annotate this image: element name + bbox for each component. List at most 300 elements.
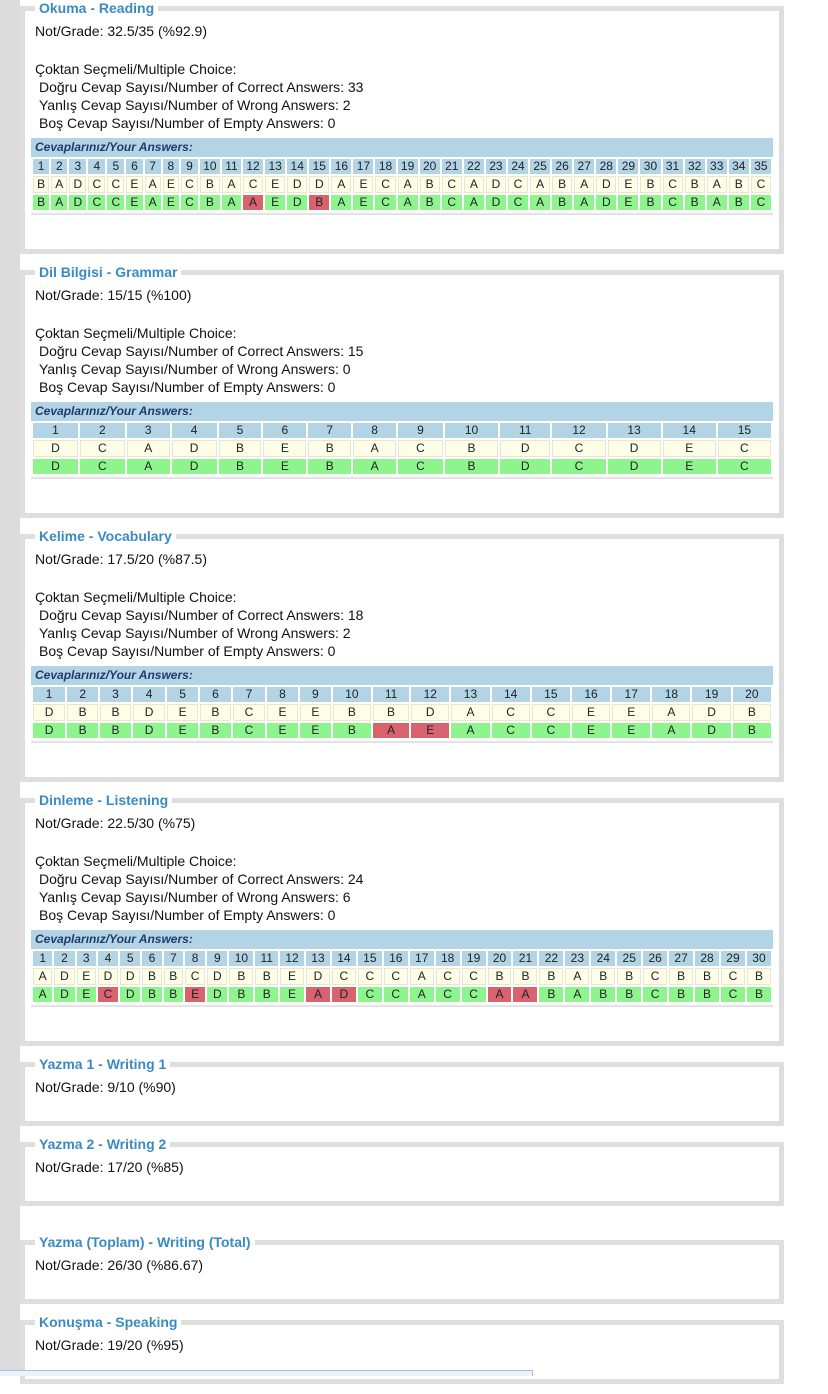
question-number-row	[33, 423, 771, 438]
answer-key-cell: B	[219, 440, 262, 457]
grade-text: Not/Grade: 32.5/35 (%92.9)	[35, 23, 207, 39]
correct-answer-cell: A	[33, 987, 52, 1002]
correct-answer-cell: C	[375, 195, 395, 210]
question-number: 11	[373, 687, 409, 702]
answer-key-cell: A	[222, 176, 241, 193]
answer-key-cell: B	[747, 968, 771, 985]
question-number: 18	[436, 951, 460, 966]
correct-answer-cell: D	[608, 459, 661, 474]
question-number: 29	[618, 159, 638, 174]
correct-answer-cell: E	[267, 723, 298, 738]
question-number: 11	[222, 159, 241, 174]
grade-text: Not/Grade: 17.5/20 (%87.5)	[35, 551, 207, 567]
answer-key-cell: B	[420, 176, 440, 193]
answer-key-cell: C	[107, 176, 124, 193]
section-title: Dinleme - Listening	[39, 792, 169, 808]
answer-key-cell: B	[255, 968, 278, 985]
correct-answer-cell: E	[300, 723, 331, 738]
question-number: 21	[442, 159, 462, 174]
answer-key-cell: B	[539, 968, 563, 985]
answer-key-cell: D	[172, 440, 217, 457]
correct-answer-cell: E	[263, 459, 306, 474]
answers-header: Cevaplarınız/Your Answers:	[31, 930, 773, 949]
correct-answer-cell: E	[163, 195, 179, 210]
question-number: 18	[652, 687, 690, 702]
answer-key-cell: B	[445, 440, 498, 457]
question-number: 16	[384, 951, 408, 966]
question-number: 4	[98, 951, 118, 966]
question-number: 21	[513, 951, 537, 966]
question-number: 23	[565, 951, 589, 966]
question-number: 30	[640, 159, 660, 174]
answer-key-cell: B	[617, 968, 641, 985]
grade-text: Not/Grade: 22.5/30 (%75)	[35, 815, 196, 831]
question-number: 1	[33, 687, 65, 702]
your-answer-row	[33, 195, 771, 210]
correct-answer-cell: D	[207, 987, 227, 1002]
answer-key-row	[33, 968, 771, 985]
section-reading	[20, 0, 784, 254]
wrong-answer-cell: A	[243, 195, 263, 210]
question-number: 35	[751, 159, 771, 174]
correct-answer-cell: A	[222, 195, 241, 210]
correct-answer-cell: B	[685, 195, 705, 210]
correct-answer-cell: A	[530, 195, 550, 210]
question-number: 22	[539, 951, 563, 966]
answer-key-cell: B	[100, 704, 131, 721]
bottom-panel-edge	[0, 1370, 533, 1376]
section-writing-1	[20, 1056, 784, 1126]
answer-key-cell: C	[436, 968, 460, 985]
question-number: 25	[530, 159, 550, 174]
answer-key-cell: B	[640, 176, 660, 193]
answer-key-cell: C	[185, 968, 205, 985]
question-number: 15	[532, 687, 570, 702]
correct-answer-cell: E	[353, 195, 373, 210]
question-number: 27	[574, 159, 594, 174]
correct-answer-cell: B	[445, 459, 498, 474]
answer-key-cell: D	[120, 968, 140, 985]
question-number: 16	[331, 159, 351, 174]
section-title: Kelime - Vocabulary	[39, 528, 172, 544]
correct-answer-cell: A	[353, 459, 396, 474]
answer-key-cell: A	[707, 176, 727, 193]
question-number: 6	[142, 951, 161, 966]
grade-text: Not/Grade: 26/30 (%86.67)	[35, 1257, 204, 1273]
correct-answer-cell: D	[54, 987, 74, 1002]
question-number: 31	[663, 159, 683, 174]
answer-key-cell: A	[565, 968, 589, 985]
multiple-choice-summary	[35, 852, 773, 924]
answer-key-cell: D	[500, 440, 550, 457]
answer-key-cell: A	[145, 176, 161, 193]
answer-key-cell: D	[692, 704, 730, 721]
correct-answer-cell: D	[287, 195, 307, 210]
question-number: 5	[120, 951, 140, 966]
answers-block	[31, 930, 773, 1007]
correct-answer-cell: B	[200, 195, 220, 210]
question-number: 32	[685, 159, 705, 174]
grid-divider	[31, 1005, 773, 1007]
question-number: 14	[332, 951, 356, 966]
answer-key-cell: B	[200, 176, 220, 193]
your-answer-row	[33, 987, 771, 1002]
correct-answer-cell: D	[692, 723, 730, 738]
correct-answer-cell: A	[398, 195, 418, 210]
answer-key-cell: D	[309, 176, 329, 193]
question-number: 34	[729, 159, 749, 174]
question-number: 5	[167, 687, 198, 702]
question-number: 1	[33, 159, 49, 174]
answer-key-cell: B	[488, 968, 512, 985]
correct-answer-cell: A	[565, 987, 589, 1002]
question-number: 12	[411, 687, 449, 702]
question-number: 8	[267, 687, 298, 702]
grid-divider	[31, 741, 773, 743]
correct-answer-cell: A	[652, 723, 690, 738]
answer-key-cell: D	[33, 440, 78, 457]
answer-key-cell: A	[127, 440, 170, 457]
grade-text: Not/Grade: 15/15 (%100)	[35, 287, 192, 303]
correct-answer-cell: E	[663, 459, 716, 474]
question-number: 17	[612, 687, 650, 702]
question-number: 12	[243, 159, 263, 174]
correct-answer-cell: D	[500, 459, 550, 474]
answer-key-cell: A	[574, 176, 594, 193]
answer-key-cell: D	[608, 440, 661, 457]
question-number: 6	[263, 423, 306, 438]
question-number: 15	[718, 423, 771, 438]
answer-key-cell: E	[126, 176, 142, 193]
question-number: 20	[733, 687, 771, 702]
question-number: 10	[445, 423, 498, 438]
correct-answer-cell: B	[733, 723, 771, 738]
correct-count: Doğru Cevap Sayısı/Number of Correct Answers: 24	[39, 871, 364, 887]
answer-key-cell: E	[267, 704, 298, 721]
answer-key-cell: B	[591, 968, 615, 985]
correct-answer-cell: B	[308, 459, 351, 474]
question-number: 25	[617, 951, 641, 966]
answer-key-cell: E	[572, 704, 610, 721]
question-number: 2	[51, 159, 67, 174]
correct-answer-cell: B	[219, 459, 262, 474]
question-number: 5	[107, 159, 124, 174]
mc-title: Çoktan Seçmeli/Multiple Choice:	[35, 853, 237, 869]
question-number: 8	[353, 423, 396, 438]
answer-key-cell: C	[442, 176, 462, 193]
answer-key-cell: D	[411, 704, 449, 721]
section-title: Yazma 2 - Writing 2	[39, 1136, 167, 1152]
empty-count: Boş Cevap Sayısı/Number of Empty Answers: 0	[39, 907, 336, 923]
correct-answer-cell: C	[532, 723, 570, 738]
answer-key-cell: E	[300, 704, 331, 721]
answers-grid	[31, 685, 773, 740]
answer-key-cell: C	[233, 704, 265, 721]
answer-key-cell: E	[163, 176, 179, 193]
correct-answer-cell: B	[164, 987, 183, 1002]
correct-answer-cell: B	[33, 195, 49, 210]
wrong-answer-cell: A	[488, 987, 512, 1002]
section-title: Konuşma - Speaking	[39, 1314, 178, 1330]
correct-answer-cell: E	[77, 987, 96, 1002]
question-number: 8	[163, 159, 179, 174]
correct-answer-cell: E	[618, 195, 638, 210]
correct-answer-cell: E	[126, 195, 142, 210]
answer-key-cell: C	[718, 440, 771, 457]
answer-key-cell: C	[492, 704, 530, 721]
answer-key-cell: C	[80, 440, 125, 457]
correct-count: Doğru Cevap Sayısı/Number of Correct Answers: 33	[39, 79, 364, 95]
correct-answer-cell: C	[107, 195, 124, 210]
question-number: 15	[358, 951, 382, 966]
wrong-answer-cell: D	[332, 987, 356, 1002]
correct-answer-cell: B	[255, 987, 278, 1002]
answers-header: Cevaplarınız/Your Answers:	[31, 666, 773, 685]
correct-answer-cell: E	[612, 723, 650, 738]
question-number: 20	[488, 951, 512, 966]
your-answer-row	[33, 459, 771, 474]
answer-key-cell: E	[263, 440, 306, 457]
wrong-count: Yanlış Cevap Sayısı/Number of Wrong Answers: 6	[39, 889, 351, 905]
question-number: 15	[309, 159, 329, 174]
section-title: Dil Bilgisi - Grammar	[39, 264, 178, 280]
answer-key-cell: C	[181, 176, 198, 193]
question-number: 24	[508, 159, 528, 174]
question-number: 12	[280, 951, 304, 966]
question-number: 6	[200, 687, 231, 702]
question-number: 7	[145, 159, 161, 174]
answer-key-cell: C	[332, 968, 356, 985]
correct-answer-cell: E	[280, 987, 304, 1002]
answer-key-cell: C	[508, 176, 528, 193]
question-number: 30	[747, 951, 771, 966]
answer-key-cell: B	[142, 968, 161, 985]
correct-answer-cell: A	[51, 195, 67, 210]
question-number: 29	[721, 951, 745, 966]
correct-answer-cell: D	[69, 195, 86, 210]
question-number: 10	[333, 687, 371, 702]
correct-answer-cell: D	[120, 987, 140, 1002]
correct-answer-cell: C	[436, 987, 460, 1002]
answer-key-cell: B	[669, 968, 693, 985]
question-number: 12	[552, 423, 605, 438]
answer-key-cell: C	[532, 704, 570, 721]
question-number: 7	[308, 423, 351, 438]
question-number: 9	[181, 159, 198, 174]
question-number: 5	[219, 423, 262, 438]
answer-key-cell: E	[353, 176, 373, 193]
question-number: 3	[69, 159, 86, 174]
correct-answer-cell: C	[508, 195, 528, 210]
multiple-choice-summary	[35, 324, 773, 396]
answers-block	[31, 666, 773, 743]
question-number: 17	[353, 159, 373, 174]
results-content	[20, 0, 784, 1394]
answer-key-cell: B	[164, 968, 183, 985]
wrong-answer-cell: E	[411, 723, 449, 738]
answer-key-cell: B	[729, 176, 749, 193]
answer-key-cell: E	[265, 176, 285, 193]
answers-grid	[31, 949, 773, 1004]
question-number: 2	[54, 951, 74, 966]
answer-key-row	[33, 176, 771, 193]
section-vocabulary	[20, 528, 784, 782]
question-number: 16	[572, 687, 610, 702]
answer-key-cell: B	[229, 968, 253, 985]
correct-answer-cell: B	[100, 723, 131, 738]
correct-answer-cell: C	[358, 987, 382, 1002]
correct-answer-cell: B	[539, 987, 563, 1002]
question-number: 18	[375, 159, 395, 174]
answer-key-cell: A	[652, 704, 690, 721]
correct-answer-cell: A	[707, 195, 727, 210]
question-number: 19	[692, 687, 730, 702]
answer-key-row	[33, 704, 771, 721]
correct-answer-cell: B	[669, 987, 693, 1002]
question-number: 3	[100, 687, 131, 702]
wrong-count: Yanlış Cevap Sayısı/Number of Wrong Answers: 2	[39, 625, 351, 641]
answer-key-cell: B	[373, 704, 409, 721]
multiple-choice-summary	[35, 60, 773, 132]
question-number: 3	[127, 423, 170, 438]
mc-title: Çoktan Seçmeli/Multiple Choice:	[35, 589, 237, 605]
answer-key-cell: D	[133, 704, 165, 721]
answer-key-cell: C	[384, 968, 408, 985]
answers-block	[31, 138, 773, 215]
correct-answer-cell: B	[640, 195, 660, 210]
question-number-row	[33, 687, 771, 702]
answer-key-cell: B	[33, 176, 49, 193]
question-number: 19	[462, 951, 486, 966]
correct-answer-cell: A	[145, 195, 161, 210]
question-number: 26	[643, 951, 667, 966]
wrong-answer-cell: C	[98, 987, 118, 1002]
grid-divider	[31, 213, 773, 215]
correct-answer-cell: C	[721, 987, 745, 1002]
question-number: 8	[185, 951, 205, 966]
answer-key-cell: B	[513, 968, 537, 985]
question-number: 7	[233, 687, 265, 702]
question-number: 24	[591, 951, 615, 966]
correct-answer-cell: C	[663, 195, 683, 210]
correct-answer-cell: B	[552, 195, 572, 210]
answer-key-cell: A	[51, 176, 67, 193]
answer-key-cell: E	[280, 968, 304, 985]
correct-answer-cell: B	[695, 987, 719, 1002]
section-title: Okuma - Reading	[39, 0, 155, 16]
question-number: 11	[255, 951, 278, 966]
answers-header: Cevaplarınız/Your Answers:	[31, 138, 773, 157]
correct-answer-cell: D	[133, 723, 165, 738]
question-number: 4	[88, 159, 105, 174]
correct-count: Doğru Cevap Sayısı/Number of Correct Answers: 18	[39, 607, 364, 623]
answers-block	[31, 402, 773, 479]
answer-key-cell: C	[751, 176, 771, 193]
question-number: 23	[486, 159, 506, 174]
section-writing-2	[20, 1136, 784, 1206]
correct-answer-cell: D	[596, 195, 616, 210]
answers-header: Cevaplarınız/Your Answers:	[31, 402, 773, 421]
question-number: 3	[77, 951, 96, 966]
answer-key-cell: C	[243, 176, 263, 193]
answer-key-cell: A	[464, 176, 484, 193]
question-number: 1	[33, 951, 52, 966]
correct-answer-cell: D	[33, 459, 78, 474]
correct-answer-cell: C	[442, 195, 462, 210]
correct-answer-cell: C	[492, 723, 530, 738]
correct-answer-cell: C	[80, 459, 125, 474]
correct-answer-cell: C	[181, 195, 198, 210]
question-number: 22	[464, 159, 484, 174]
correct-answer-cell: C	[398, 459, 443, 474]
left-sidebar-strip	[0, 0, 20, 1375]
question-number: 13	[451, 687, 489, 702]
question-number: 9	[207, 951, 227, 966]
section-listening	[20, 792, 784, 1046]
correct-answer-cell: B	[747, 987, 771, 1002]
question-number: 9	[300, 687, 331, 702]
correct-answer-cell: B	[591, 987, 615, 1002]
correct-answer-cell: C	[718, 459, 771, 474]
section-spacer	[20, 1216, 784, 1234]
mc-title: Çoktan Seçmeli/Multiple Choice:	[35, 325, 237, 341]
question-number: 1	[33, 423, 78, 438]
correct-answer-cell: A	[410, 987, 434, 1002]
answer-key-cell: A	[398, 176, 418, 193]
question-number-row	[33, 159, 771, 174]
question-number-row	[33, 951, 771, 966]
answer-key-cell: C	[462, 968, 486, 985]
correct-answer-cell: B	[229, 987, 253, 1002]
correct-answer-cell: C	[384, 987, 408, 1002]
wrong-answer-cell: B	[309, 195, 329, 210]
question-number: 4	[133, 687, 165, 702]
answer-key-cell: A	[331, 176, 351, 193]
question-number: 4	[172, 423, 217, 438]
question-number: 13	[608, 423, 661, 438]
question-number: 9	[398, 423, 443, 438]
question-number: 2	[80, 423, 125, 438]
correct-answer-cell: C	[751, 195, 771, 210]
question-number: 14	[287, 159, 307, 174]
answer-key-cell: A	[353, 440, 396, 457]
wrong-answer-cell: A	[513, 987, 537, 1002]
grade-text: Not/Grade: 19/20 (%95)	[35, 1337, 184, 1353]
grade-text: Not/Grade: 17/20 (%85)	[35, 1159, 184, 1175]
answer-key-cell: C	[721, 968, 745, 985]
answer-key-cell: D	[287, 176, 307, 193]
answer-key-cell: E	[77, 968, 96, 985]
question-number: 7	[164, 951, 183, 966]
wrong-answer-cell: E	[185, 987, 205, 1002]
answer-key-cell: D	[69, 176, 86, 193]
correct-answer-cell: C	[643, 987, 667, 1002]
empty-count: Boş Cevap Sayısı/Number of Empty Answers: 0	[39, 379, 336, 395]
answer-key-cell: D	[596, 176, 616, 193]
answer-key-cell: B	[200, 704, 231, 721]
correct-answer-cell: B	[67, 723, 98, 738]
correct-answer-cell: B	[420, 195, 440, 210]
correct-answer-cell: C	[552, 459, 605, 474]
answer-key-cell: E	[167, 704, 198, 721]
answer-key-cell: C	[375, 176, 395, 193]
answers-grid	[31, 421, 773, 476]
mc-title: Çoktan Seçmeli/Multiple Choice:	[35, 61, 237, 77]
question-number: 19	[398, 159, 418, 174]
wrong-count: Yanlış Cevap Sayısı/Number of Wrong Answers: 2	[39, 97, 351, 113]
correct-answer-cell: A	[127, 459, 170, 474]
answer-key-cell: D	[54, 968, 74, 985]
